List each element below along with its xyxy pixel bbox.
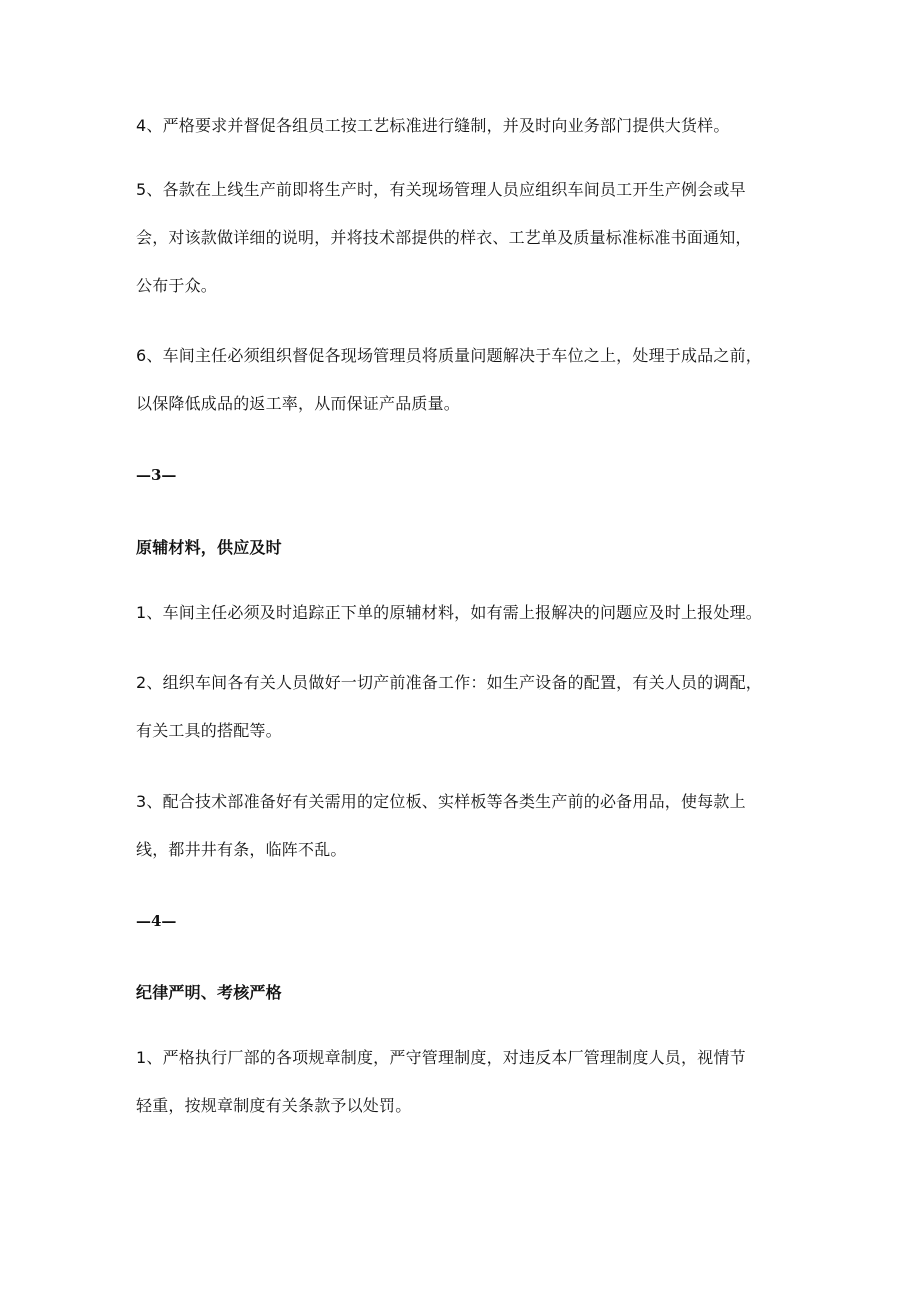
section-3-item-3-line-1: 3、配合技术部准备好有关需用的定位板、实样板等各类生产前的必备用品，使每款上: [136, 792, 746, 811]
section-heading-4: 纪律严明、考核严格: [136, 983, 282, 1002]
paragraph-item-5-line-1: 5、各款在上线生产前即将生产时，有关现场管理人员应组织车间员工开生产例会或早: [136, 180, 746, 199]
paragraph-item-4: 4、严格要求并督促各组员工按工艺标准进行缝制，并及时向业务部门提供大货样。: [136, 116, 730, 135]
section-3-item-2-line-2: 有关工具的搭配等。: [136, 721, 282, 740]
section-3-item-2-line-1: 2、组织车间各有关人员做好一切产前准备工作：如生产设备的配置，有关人员的调配，: [136, 673, 762, 692]
section-number-3: —3—: [136, 466, 177, 484]
paragraph-item-6-line-1: 6、车间主任必须组织督促各现场管理员将质量问题解决于车位之上，处理于成品之前，: [136, 346, 762, 365]
paragraph-item-5-line-2: 会，对该款做详细的说明，并将技术部提供的样衣、工艺单及质量标准标准书面通知，: [136, 228, 752, 247]
section-number-4: —4—: [136, 912, 177, 930]
section-3-item-3-line-2: 线，都井井有条，临阵不乱。: [136, 840, 347, 859]
section-3-item-1: 1、车间主任必须及时追踪正下单的原辅材料，如有需上报解决的问题应及时上报处理。: [136, 603, 762, 622]
paragraph-item-6-line-2: 以保降低成品的返工率，从而保证产品质量。: [136, 394, 461, 413]
section-4-item-1-line-2: 轻重，按规章制度有关条款予以处罚。: [136, 1096, 412, 1115]
section-heading-3: 原辅材料，供应及时: [136, 538, 282, 557]
paragraph-item-5-line-3: 公布于众。: [136, 276, 218, 295]
section-4-item-1-line-1: 1、严格执行厂部的各项规章制度，严守管理制度，对违反本厂管理制度人员，视情节: [136, 1048, 746, 1067]
